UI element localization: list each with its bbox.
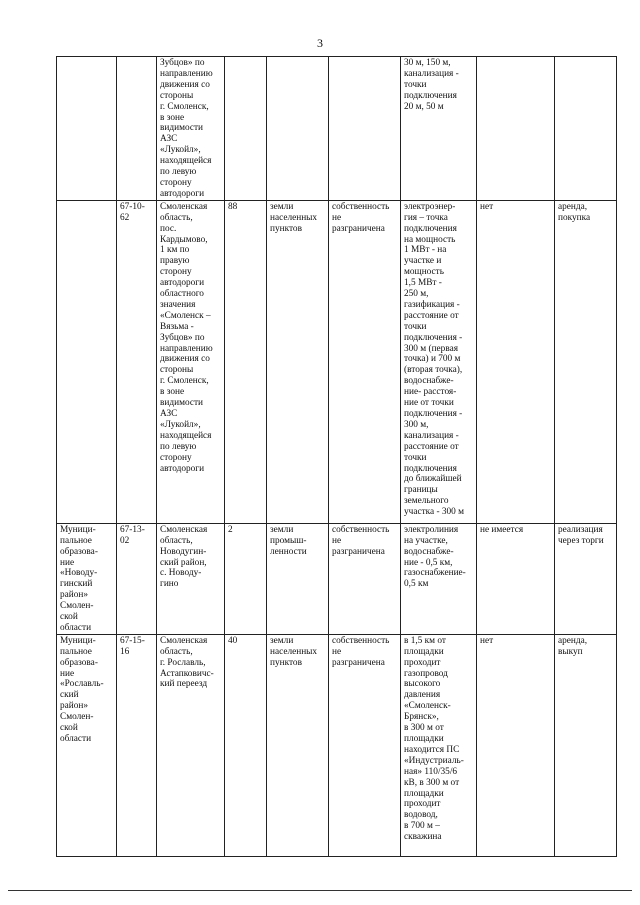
usage-cell: реализация через торги	[555, 523, 617, 634]
land-plots-table	[56, 56, 617, 857]
ownership-cell: собственность не разграничена	[329, 523, 401, 634]
usage-cell: аренда, выкуп	[555, 634, 617, 856]
usage-cell	[555, 57, 617, 201]
infrastructure-cell: 30 м, 150 м, канализация - точки подключения 20 м, 50 м	[401, 57, 477, 201]
code-cell: 67-15- 16	[117, 634, 157, 856]
infrastructure-cell: электроэнер- гия – точка подключения на мощность 1 МВт - на участке и мощность 1,5 МВт - 250 м, газификация - расстояние от точки подключения - 300 м (первая точка) и 700 м (вторая точка), водоснабже- ние- расстоя- ние от точки подключения - 300 м, канализация - расстояние от точки подключения до ближайшей границы земельного участка - 300 м	[401, 200, 477, 523]
page-bottom-rule	[8, 890, 632, 891]
ownership-cell	[329, 57, 401, 201]
area-cell: 2	[225, 523, 267, 634]
location-cell: Смоленская область, пос. Кардымово, 1 км по правую сторону автодороги областного значения «Смоленск – Вязьма - Зубцов» по направлению движения со стороны г. Смоленск, в зоне видимости АЗС «Лукойл», находящейся по левую сторону автодороги	[157, 200, 225, 523]
land-category-cell	[267, 57, 329, 201]
code-cell: 67-10- 62	[117, 200, 157, 523]
page-number: 3	[317, 36, 323, 50]
municipality-cell	[57, 57, 117, 201]
area-cell: 88	[225, 200, 267, 523]
land-category-cell: земли промыш- ленности	[267, 523, 329, 634]
land-category-cell: земли населенных пунктов	[267, 200, 329, 523]
table-row	[57, 523, 617, 634]
area-cell	[225, 57, 267, 201]
usage-cell: аренда, покупка	[555, 200, 617, 523]
location-cell: Смоленская область, Новодугин- ский район, с. Новоду- гино	[157, 523, 225, 634]
municipality-cell	[57, 200, 117, 523]
code-cell: 67-13- 02	[117, 523, 157, 634]
area-cell: 40	[225, 634, 267, 856]
location-cell: Зубцов» по направлению движения со стороны г. Смоленск, в зоне видимости АЗС «Лукойл», находящейся по левую сторону автодороги	[157, 57, 225, 201]
buildings-cell: нет	[477, 634, 555, 856]
table-row	[57, 200, 617, 523]
municipality-cell: Муници- пальное образова- ние «Новоду- гинский район» Смолен- ской области	[57, 523, 117, 634]
land-category-cell: земли населенных пунктов	[267, 634, 329, 856]
ownership-cell: собственность не разграничена	[329, 634, 401, 856]
ownership-cell: собственность не разграничена	[329, 200, 401, 523]
code-cell	[117, 57, 157, 201]
infrastructure-cell: электролиния на участке, водоснабже- ние - 0,5 км, газоснабжение- 0,5 км	[401, 523, 477, 634]
buildings-cell: нет	[477, 200, 555, 523]
municipality-cell: Муници- пальное образова- ние «Рославль- ский район» Смолен- ской области	[57, 634, 117, 856]
table-row	[57, 57, 617, 201]
buildings-cell: не имеется	[477, 523, 555, 634]
infrastructure-cell: в 1,5 км от площадки проходит газопровод высокого давления «Смоленск- Брянск», в 300 м от площадки находится ПС «Индустриаль- ная» 110/35/6 кВ, в 300 м от площадки проходит водовод, в 700 м – скважина	[401, 634, 477, 856]
table-row	[57, 634, 617, 856]
location-cell: Смоленская область, г. Рославль, Астапковичс- кий переезд	[157, 634, 225, 856]
buildings-cell	[477, 57, 555, 201]
